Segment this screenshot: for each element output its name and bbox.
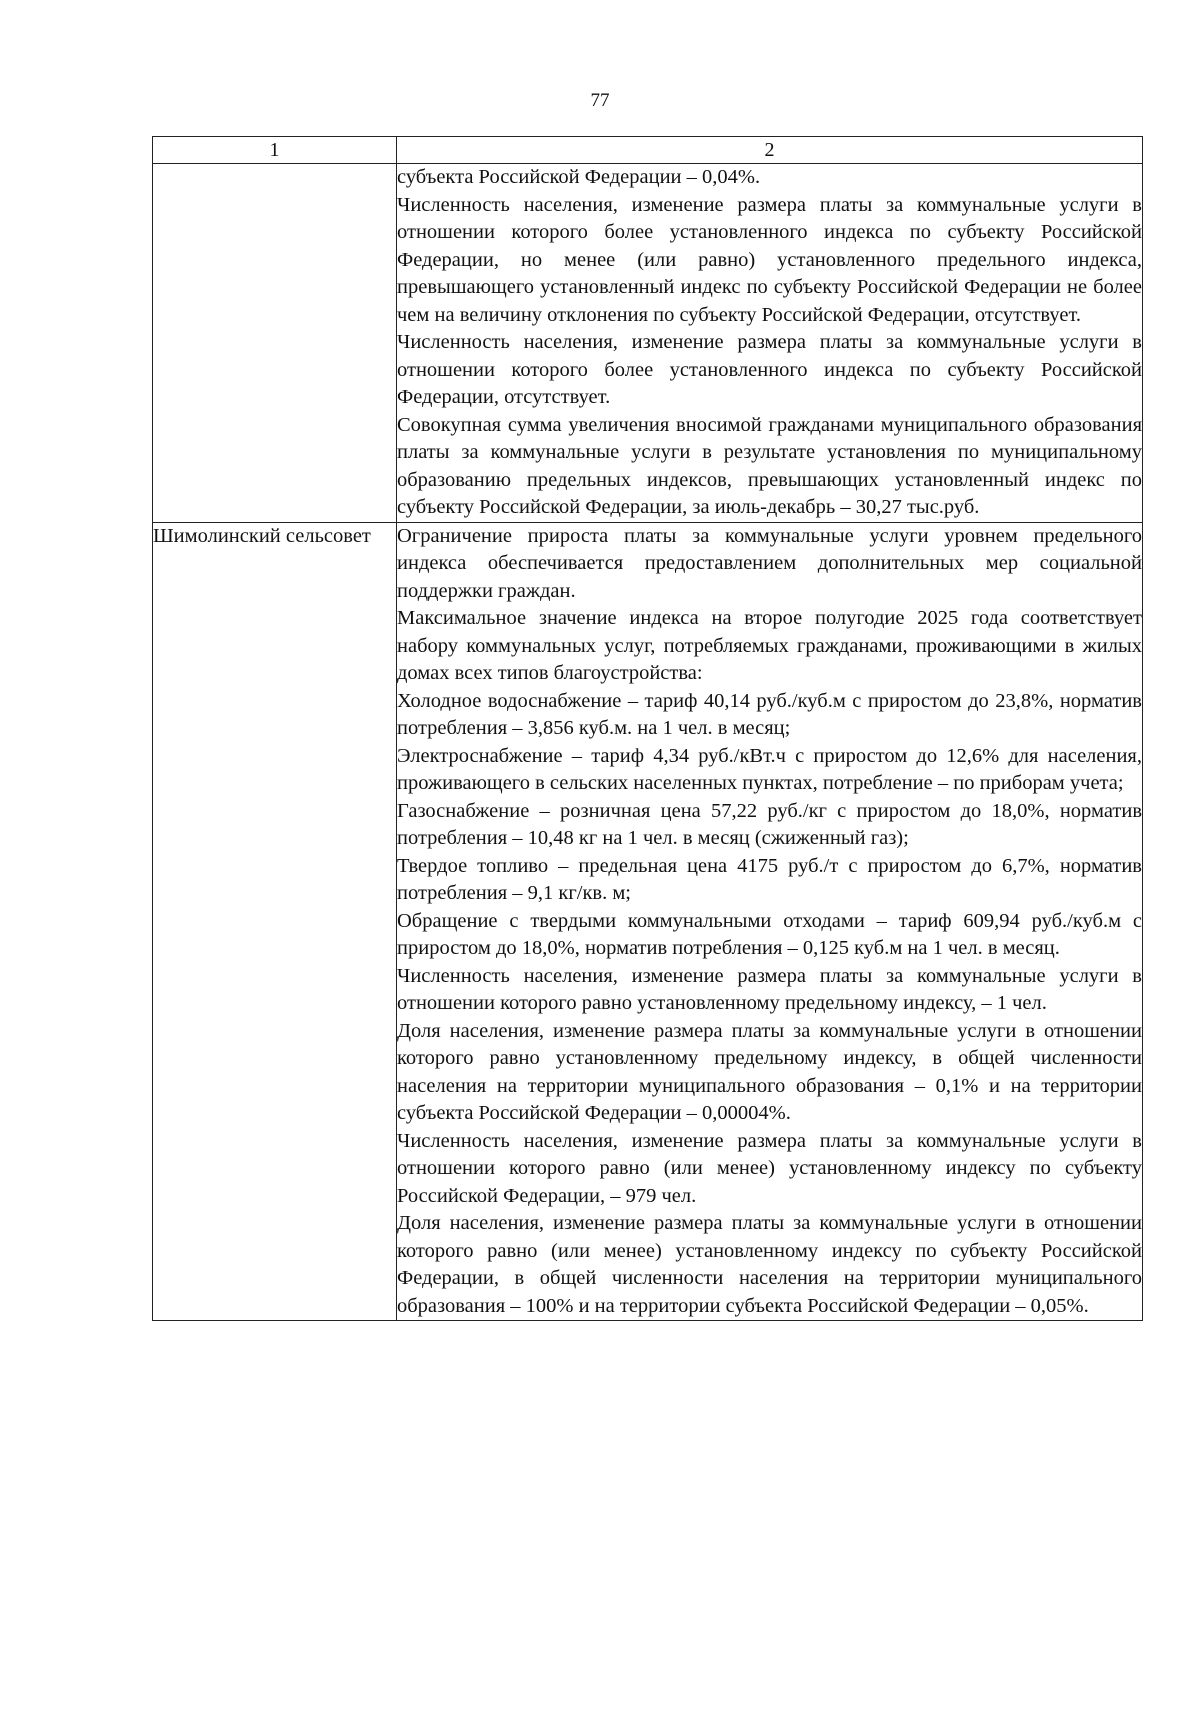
description-cell bbox=[397, 164, 1143, 523]
document-table bbox=[152, 136, 1143, 1321]
municipality-name-cell bbox=[153, 164, 397, 523]
paragraph: Доля населения, изменение размера платы за коммунальные услуги в отношении которого равно установленному предельному индексу, в общей численности населения на территории муниципального образования – 0,1% и на территории субъекта Российской Федерации – 0,00004%. bbox=[397, 1019, 1142, 1124]
paragraph: Численность населения, изменение размера платы за коммунальные услуги в отношении которого более установленного индекса по субъекту Российской Федерации, отсутствует. bbox=[397, 331, 1142, 408]
paragraph: Электроснабжение – тариф 4,34 руб./кВт.ч с приростом до 12,6% для населения, проживающего в сельских населенных пунктах, потребление – по приборам учета; bbox=[397, 744, 1142, 794]
page-number: 77 bbox=[590, 90, 610, 111]
table-row bbox=[153, 164, 1143, 523]
paragraph: Ограничение прироста платы за коммунальные услуги уровнем предельного индекса обеспечивается предоставлением дополнительных мер социальной поддержки граждан. bbox=[397, 524, 1142, 602]
column-header-2: 2 bbox=[397, 137, 1143, 164]
paragraph: Доля населения, изменение размера платы за коммунальные услуги в отношении которого равно (или менее) установленному индексу по субъекту Российской Федерации, в общей численности населения на территории муниципального образования – 100% и на территории субъекта Российской Федерации – 0,05%. bbox=[397, 1212, 1142, 1317]
paragraph: Численность населения, изменение размера платы за коммунальные услуги в отношении которого более установленного индекса по субъекту Российской Федерации, но менее (или равно) установленного предельного индекса, превышающего установленный индекс по субъекту Российской Федерации не более чем на величину отклонения по субъекту Российской Федерации, отсутствует. bbox=[397, 193, 1142, 326]
paragraph: Совокупная сумма увеличения вносимой гражданами муниципального образования платы за коммунальные услуги в результате установления по муниципальному образованию предельных индексов, превышающих установленный индекс по субъекту Российской Федерации, за июль-декабрь – 30,27 тыс.руб. bbox=[397, 413, 1142, 518]
municipality-name-cell: Шимолинский сельсовет bbox=[153, 522, 397, 1321]
paragraph: субъекта Российской Федерации – 0,04%. bbox=[397, 166, 761, 188]
paragraph: Обращение с твердыми коммунальными отходами – тариф 609,94 руб./куб.м с приростом до 18,0%, норматив потребления – 0,125 куб.м на 1 чел. в месяц. bbox=[397, 909, 1142, 959]
paragraph: Газоснабжение – розничная цена 57,22 руб./кг с приростом до 18,0%, норматив потребления – 10,48 кг на 1 чел. в месяц (сжиженный газ); bbox=[397, 799, 1142, 849]
table-header-row bbox=[153, 137, 1143, 164]
paragraph: Холодное водоснабжение – тариф 40,14 руб./куб.м с приростом до 23,8%, норматив потребления – 3,856 куб.м. на 1 чел. в месяц; bbox=[397, 689, 1142, 739]
paragraph: Твердое топливо – предельная цена 4175 руб./т с приростом до 6,7%, норматив потребления – 9,1 кг/кв. м; bbox=[397, 854, 1142, 904]
table-row bbox=[153, 522, 1143, 1321]
column-header-1: 1 bbox=[153, 137, 397, 164]
paragraph: Численность населения, изменение размера платы за коммунальные услуги в отношении которого равно (или менее) установленному индексу по субъекту Российской Федерации, – 979 чел. bbox=[397, 1129, 1142, 1207]
paragraph: Максимальное значение индекса на второе полугодие 2025 года соответствует набору коммунальных услуг, потребляемых гражданами, проживающими в жилых домах всех типов благоустройства: bbox=[397, 607, 1142, 684]
paragraph: Численность населения, изменение размера платы за коммунальные услуги в отношении которого равно установленному предельному индексу, – 1 чел. bbox=[397, 964, 1142, 1014]
description-cell bbox=[397, 522, 1143, 1321]
